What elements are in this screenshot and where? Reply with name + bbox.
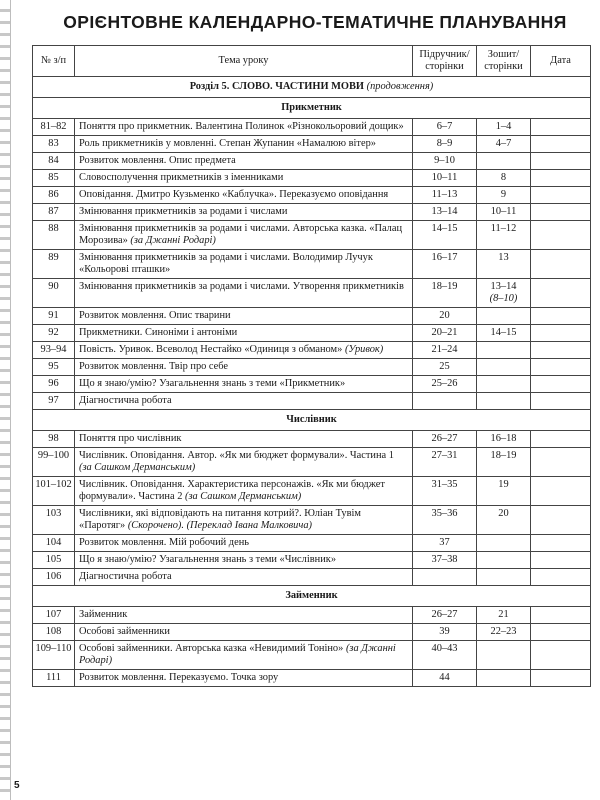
- textbook-pages: 25–26: [413, 376, 477, 393]
- lesson-number: 85: [33, 170, 75, 187]
- textbook-pages: 18–19: [413, 279, 477, 308]
- date-cell: [531, 342, 591, 359]
- lesson-topic: [75, 641, 413, 670]
- notebook-pages-text: 14–15: [490, 327, 517, 338]
- lesson-topic: [75, 136, 413, 153]
- lesson-topic: [75, 376, 413, 393]
- topic-text: Займенник: [79, 609, 128, 620]
- lesson-topic: [75, 342, 413, 359]
- topic-note: (Скорочено). (Переклад Івана Малковича): [127, 520, 312, 531]
- planning-table: [32, 45, 591, 687]
- lesson-topic: [75, 431, 413, 448]
- topic-text: Діагностична робота: [79, 395, 172, 406]
- topic-text: Повість. Уривок. Всеволод Нестайко «Одиниця з обманом»: [79, 344, 343, 355]
- notebook-pages: [477, 250, 531, 279]
- lesson-number: 90: [33, 279, 75, 308]
- lesson-number: 91: [33, 308, 75, 325]
- lesson-number: 104: [33, 535, 75, 552]
- textbook-pages: 20: [413, 308, 477, 325]
- lesson-topic: [75, 279, 413, 308]
- topic-text: Числівник. Оповідання. Автор. «Як ми бюджет формували». Частина 1: [79, 450, 394, 461]
- table-row: [33, 136, 591, 153]
- notebook-pages: [477, 393, 531, 410]
- topic-text: Поняття про прикметник. Валентина Полинок «Різнокольоровий дощик»: [79, 121, 404, 132]
- date-cell: [531, 204, 591, 221]
- lesson-number: 89: [33, 250, 75, 279]
- textbook-pages: 31–35: [413, 477, 477, 506]
- lesson-topic: [75, 204, 413, 221]
- textbook-pages: 40–43: [413, 641, 477, 670]
- date-cell: [531, 624, 591, 641]
- date-cell: [531, 393, 591, 410]
- lesson-topic: [75, 393, 413, 410]
- table-row: [33, 393, 591, 410]
- textbook-pages: 21–24: [413, 342, 477, 359]
- lesson-topic: [75, 153, 413, 170]
- textbook-pages: 39: [413, 624, 477, 641]
- header-topic: Тема уроку: [75, 46, 413, 77]
- lesson-number: 109–110: [33, 641, 75, 670]
- textbook-pages: 11–13: [413, 187, 477, 204]
- date-cell: [531, 448, 591, 477]
- notebook-pages: [477, 153, 531, 170]
- notebook-pages: [477, 448, 531, 477]
- textbook-pages: 26–27: [413, 607, 477, 624]
- date-cell: [531, 552, 591, 569]
- date-cell: [531, 477, 591, 506]
- notebook-pages-text: 16–18: [490, 433, 517, 444]
- textbook-pages: 16–17: [413, 250, 477, 279]
- table-row: [33, 448, 591, 477]
- lesson-number: 103: [33, 506, 75, 535]
- notebook-pages: [477, 376, 531, 393]
- notebook-pages: [477, 187, 531, 204]
- section-heading: Прикметник: [33, 98, 591, 119]
- lesson-number: 83: [33, 136, 75, 153]
- date-cell: [531, 325, 591, 342]
- topic-text: Роль прикметників у мовленні. Степан Жупанин «Намалюю вітер»: [79, 138, 376, 149]
- table-row: [33, 153, 591, 170]
- header-textbook: Підручник/ сторінки: [413, 46, 477, 77]
- textbook-pages: 37: [413, 535, 477, 552]
- lesson-number: 84: [33, 153, 75, 170]
- chapter-heading: [33, 77, 591, 98]
- section-row: [33, 586, 591, 607]
- notebook-pages: [477, 552, 531, 569]
- date-cell: [531, 279, 591, 308]
- topic-text: Змінювання прикметників за родами і числами. Володимир Лучук «Кольорові пташки»: [79, 252, 373, 275]
- table-row: [33, 376, 591, 393]
- lesson-topic: [75, 308, 413, 325]
- topic-note: (за Джанні Родарі): [79, 643, 396, 666]
- notebook-pages: [477, 569, 531, 586]
- lesson-topic: [75, 359, 413, 376]
- table-row: [33, 250, 591, 279]
- lesson-number: 105: [33, 552, 75, 569]
- notebook-pages-text: 21: [498, 609, 509, 620]
- table-row: [33, 535, 591, 552]
- lesson-topic: [75, 506, 413, 535]
- header-num: № з/п: [33, 46, 75, 77]
- topic-text: Розвиток мовлення. Опис тварини: [79, 310, 231, 321]
- section-heading: Числівник: [33, 410, 591, 431]
- notebook-pages-text: 13–14: [490, 281, 517, 292]
- notebook-pages-text: 22–23: [490, 626, 517, 637]
- table-row: [33, 325, 591, 342]
- lesson-number: 101–102: [33, 477, 75, 506]
- date-cell: [531, 359, 591, 376]
- notebook-pages: [477, 641, 531, 670]
- chapter-row: [33, 77, 591, 98]
- lesson-number: 95: [33, 359, 75, 376]
- date-cell: [531, 569, 591, 586]
- date-cell: [531, 535, 591, 552]
- topic-text: Що я знаю/умію? Узагальнення знань з теми «Прикметник»: [79, 378, 346, 389]
- topic-text: Оповідання. Дмитро Кузьменко «Каблучка». Переказуємо оповідання: [79, 189, 389, 200]
- lesson-number: 106: [33, 569, 75, 586]
- lesson-topic: [75, 535, 413, 552]
- lesson-number: 96: [33, 376, 75, 393]
- header-date: Дата: [531, 46, 591, 77]
- date-cell: [531, 119, 591, 136]
- table-row: [33, 359, 591, 376]
- lesson-topic: [75, 187, 413, 204]
- topic-text: Змінювання прикметників за родами і числами. Авторська казка. «Палац Морозива»: [79, 223, 403, 246]
- textbook-pages: 20–21: [413, 325, 477, 342]
- date-cell: [531, 308, 591, 325]
- lesson-number: 97: [33, 393, 75, 410]
- lesson-topic: [75, 670, 413, 687]
- lesson-topic: [75, 221, 413, 250]
- date-cell: [531, 250, 591, 279]
- chapter-label: Розділ 5. СЛОВО. ЧАСТИНИ МОВИ: [189, 81, 365, 92]
- topic-text: Що я знаю/умію? Узагальнення знань з теми «Числівник»: [79, 554, 337, 565]
- chapter-note: (продовження): [366, 81, 434, 92]
- notebook-pages: [477, 535, 531, 552]
- date-cell: [531, 136, 591, 153]
- table-header-row: [33, 46, 591, 77]
- topic-text: Розвиток мовлення. Твір про себе: [79, 361, 229, 372]
- lesson-number: 108: [33, 624, 75, 641]
- textbook-pages: 14–15: [413, 221, 477, 250]
- topic-text: Розвиток мовлення. Мій робочий день: [79, 537, 249, 548]
- topic-text: Числівник. Оповідання. Характеристика персонажів. «Як ми бюджет формували». Частина 2: [79, 479, 385, 502]
- topic-text: Прикметники. Синоніми і антоніми: [79, 327, 238, 338]
- notebook-pages-text: 4–7: [495, 138, 512, 149]
- date-cell: [531, 670, 591, 687]
- lesson-topic: [75, 624, 413, 641]
- notebook-pages: [477, 431, 531, 448]
- table-row: [33, 308, 591, 325]
- topic-text: Особові займенники. Авторська казка «Невидимий Тоніно»: [79, 643, 344, 654]
- topic-note: (Уривок): [344, 344, 384, 355]
- notebook-pages: [477, 624, 531, 641]
- notebook-pages: [477, 477, 531, 506]
- binder-holes: [0, 0, 11, 800]
- notebook-pages-text: 18–19: [490, 450, 517, 461]
- notebook-pages: [477, 342, 531, 359]
- notebook-pages: [477, 136, 531, 153]
- lesson-number: 87: [33, 204, 75, 221]
- section-row: [33, 410, 591, 431]
- date-cell: [531, 376, 591, 393]
- table-row: [33, 170, 591, 187]
- lesson-topic: [75, 552, 413, 569]
- textbook-pages: 13–14: [413, 204, 477, 221]
- table-row: [33, 624, 591, 641]
- lesson-number: 111: [33, 670, 75, 687]
- topic-text: Змінювання прикметників за родами і числами: [79, 206, 288, 217]
- notebook-pages-text: 20: [498, 508, 509, 519]
- lesson-number: 99–100: [33, 448, 75, 477]
- topic-text: Числівники, які відповідають на питання котрий?. Юліан Тувім «Паротяг»: [79, 508, 361, 531]
- notebook-pages-note: (8–10): [489, 293, 518, 304]
- notebook-pages-text: 19: [498, 479, 509, 490]
- table-row: [33, 569, 591, 586]
- textbook-pages: 6–7: [413, 119, 477, 136]
- notebook-pages-text: 8: [500, 172, 507, 183]
- lesson-topic: [75, 325, 413, 342]
- table-row: [33, 204, 591, 221]
- topic-text: Діагностична робота: [79, 571, 172, 582]
- lesson-number: 92: [33, 325, 75, 342]
- textbook-pages: 8–9: [413, 136, 477, 153]
- lesson-topic: [75, 448, 413, 477]
- notebook-pages: [477, 308, 531, 325]
- notebook-pages-text: 1–4: [495, 121, 512, 132]
- notebook-pages: [477, 670, 531, 687]
- textbook-pages: [413, 393, 477, 410]
- textbook-pages: 9–10: [413, 153, 477, 170]
- table-row: [33, 342, 591, 359]
- topic-note: (за Джанні Родарі): [130, 235, 216, 246]
- lesson-number: 93–94: [33, 342, 75, 359]
- textbook-pages: 26–27: [413, 431, 477, 448]
- textbook-pages: 25: [413, 359, 477, 376]
- notebook-pages: [477, 119, 531, 136]
- topic-text: Розвиток мовлення. Опис предмета: [79, 155, 236, 166]
- table-row: [33, 641, 591, 670]
- lesson-number: 86: [33, 187, 75, 204]
- lesson-number: 81–82: [33, 119, 75, 136]
- textbook-pages: 10–11: [413, 170, 477, 187]
- date-cell: [531, 506, 591, 535]
- lesson-topic: [75, 170, 413, 187]
- section-row: [33, 98, 591, 119]
- topic-note: (за Сашком Дерманським): [185, 491, 302, 502]
- notebook-pages-text: 10–11: [490, 206, 517, 217]
- notebook-pages: [477, 506, 531, 535]
- textbook-pages: 37–38: [413, 552, 477, 569]
- lesson-number: 98: [33, 431, 75, 448]
- lesson-topic: [75, 477, 413, 506]
- notebook-pages-text: 11–12: [490, 223, 517, 234]
- textbook-pages: 44: [413, 670, 477, 687]
- textbook-pages: [413, 569, 477, 586]
- date-cell: [531, 431, 591, 448]
- notebook-pages: [477, 204, 531, 221]
- table-row: [33, 221, 591, 250]
- page-number: 5: [14, 780, 20, 791]
- topic-text: Словосполучення прикметників з іменниками: [79, 172, 284, 183]
- lesson-topic: [75, 119, 413, 136]
- page-title: ОРІЄНТОВНЕ КАЛЕНДАРНО-ТЕМАТИЧНЕ ПЛАНУВАННЯ: [63, 12, 567, 32]
- notebook-pages: [477, 221, 531, 250]
- lesson-topic: [75, 569, 413, 586]
- date-cell: [531, 187, 591, 204]
- table-row: [33, 670, 591, 687]
- topic-text: Поняття про числівник: [79, 433, 182, 444]
- notebook-pages: [477, 325, 531, 342]
- table-row: [33, 279, 591, 308]
- section-heading: Займенник: [33, 586, 591, 607]
- topic-text: Особові займенники: [79, 626, 170, 637]
- table-row: [33, 552, 591, 569]
- notebook-pages: [477, 170, 531, 187]
- lesson-number: 107: [33, 607, 75, 624]
- table-row: [33, 506, 591, 535]
- topic-note: (за Сашком Дерманським): [79, 462, 196, 473]
- topic-text: Змінювання прикметників за родами і числами. Утворення прикметників: [79, 281, 404, 292]
- lesson-topic: [75, 607, 413, 624]
- table-row: [33, 119, 591, 136]
- textbook-pages: 35–36: [413, 506, 477, 535]
- notebook-pages-text: 9: [500, 189, 507, 200]
- topic-text: Розвиток мовлення. Переказуємо. Точка зору: [79, 672, 279, 683]
- lesson-number: 88: [33, 221, 75, 250]
- date-cell: [531, 170, 591, 187]
- notebook-pages: [477, 279, 531, 308]
- table-row: [33, 187, 591, 204]
- notebook-pages: [477, 607, 531, 624]
- lesson-topic: [75, 250, 413, 279]
- textbook-pages: 27–31: [413, 448, 477, 477]
- notebook-pages-text: 13: [498, 252, 509, 263]
- table-row: [33, 431, 591, 448]
- date-cell: [531, 221, 591, 250]
- date-cell: [531, 607, 591, 624]
- date-cell: [531, 153, 591, 170]
- table-row: [33, 477, 591, 506]
- header-notebook: Зошит/ сторінки: [477, 46, 531, 77]
- table-row: [33, 607, 591, 624]
- date-cell: [531, 641, 591, 670]
- notebook-pages: [477, 359, 531, 376]
